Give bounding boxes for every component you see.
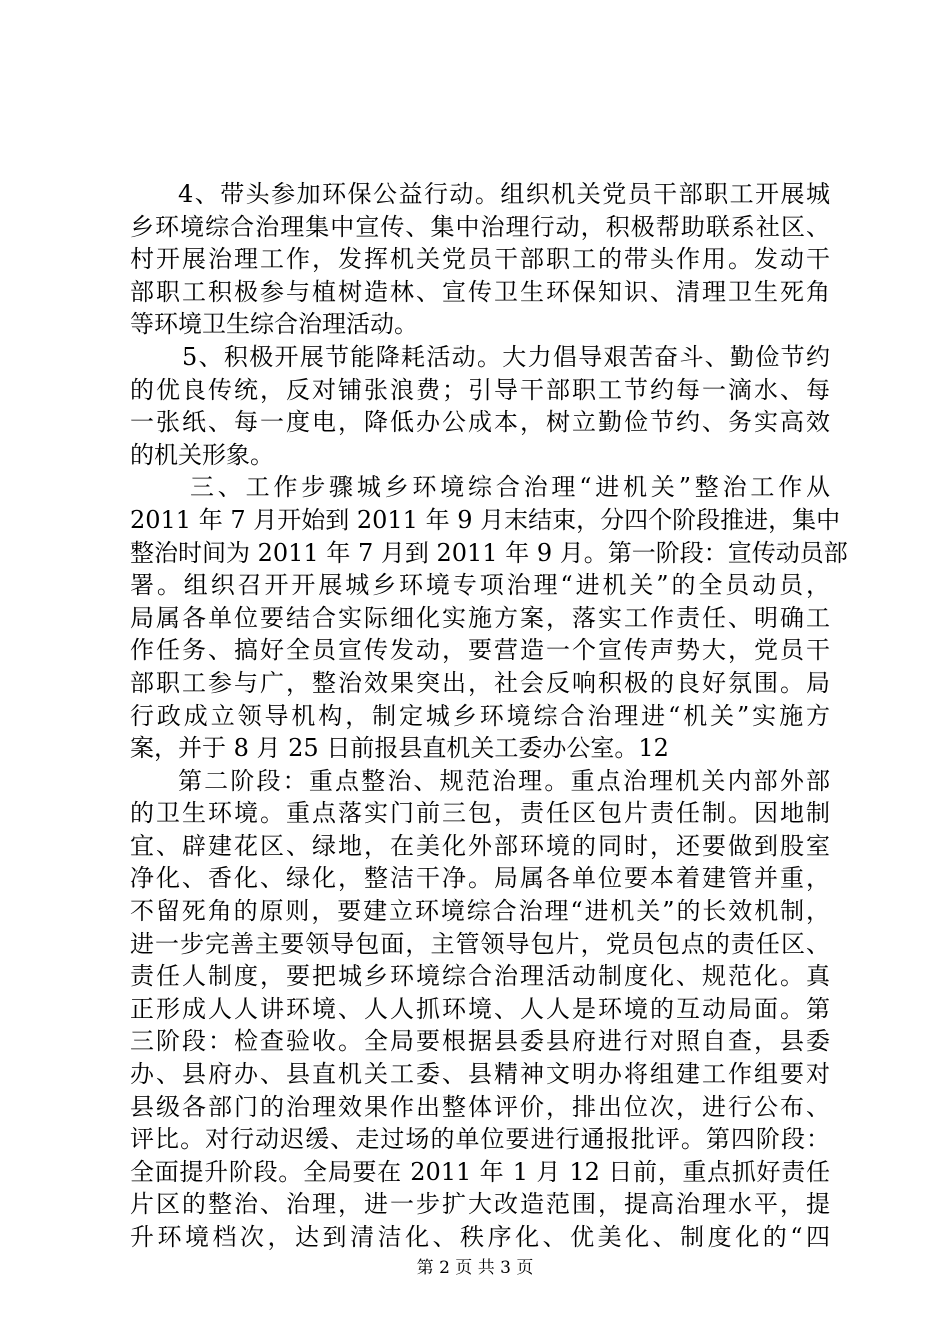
- text-line: 一张纸、每一度电，降低办公成本，树立勤俭节约、务实高效: [130, 408, 830, 437]
- document-body: [130, 178, 848, 1254]
- text-line: 5、积极开展节能降耗活动。大力倡导艰苦奋斗、勤俭节约: [182, 342, 830, 371]
- text-line: 宜、辟建花区、绿地，在美化外部环境的同时，还要做到股室: [130, 831, 830, 860]
- text-line: 三、工作步骤城乡环境综合治理“进机关”整治工作从: [190, 473, 830, 502]
- text-line: 升环境档次，达到清洁化、秩序化、优美化、制度化的“四: [130, 1223, 830, 1251]
- text-line: 办、县府办、县直机关工委、县精神文明办将组建工作组要对: [130, 1060, 830, 1089]
- text-line: 县级各部门的治理效果作出整体评价，排出位次，进行公布、: [130, 1092, 830, 1121]
- text-line: 第二阶段：重点整治、规范治理。重点治理机关内部外部: [178, 766, 830, 795]
- text-line: 行政成立领导机构，制定城乡环境综合治理进“机关”实施方: [130, 701, 830, 730]
- text-line: 的优良传统，反对铺张浪费；引导干部职工节约每一滴水、每: [130, 375, 830, 404]
- text-line: 评比。对行动迟缓、走过场的单位要进行通报批评。第四阶段：: [130, 1125, 830, 1154]
- text-line: 署。组织召开开展城乡环境专项治理“进机关”的全员动员，: [130, 571, 830, 600]
- text-line: 乡环境综合治理集中宣传、集中治理行动，积极帮助联系社区、: [130, 212, 830, 241]
- text-line: 全面提升阶段。全局要在 2011 年 1 月 12 日前，重点抓好责任: [130, 1157, 830, 1186]
- text-line: 净化、香化、绿化，整洁干净。局属各单位要本着建管并重，: [130, 864, 830, 893]
- text-line: 正形成人人讲环境、人人抓环境、人人是环境的互动局面。第: [130, 994, 830, 1023]
- text-line: 2011 年 7 月开始到 2011 年 9 月末结束，分四个阶段推进，集中: [130, 505, 841, 534]
- text-line: 作任务、搞好全员宣传发动，要营造一个宣传声势大，党员干: [130, 636, 830, 665]
- text-line: 的卫生环境。重点落实门前三包，责任区包片责任制。因地制: [130, 799, 830, 828]
- text-line: 责任人制度，要把城乡环境综合治理活动制度化、规范化。真: [130, 962, 830, 991]
- text-line: 三阶段：检查验收。全局要根据县委县府进行对照自查，县委: [130, 1027, 830, 1056]
- text-line: 不留死角的原则，要建立环境综合治理“进机关”的长效机制，: [130, 897, 830, 926]
- text-line: 等环境卫生综合治理活动。: [130, 310, 418, 339]
- text-line: 进一步完善主要领导包面，主管领导包片，党员包点的责任区、: [130, 929, 830, 958]
- text-line: 4、带头参加环保公益行动。组织机关党员干部职工开展城: [178, 180, 830, 208]
- text-line: 村开展治理工作，发挥机关党员干部职工的带头作用。发动干: [130, 245, 830, 274]
- text-line: 片区的整治、治理，进一步扩大改造范围，提高治理水平，提: [130, 1190, 830, 1219]
- page-footer: 第 2 页 共 3 页: [416, 1258, 534, 1278]
- text-line: 局属各单位要结合实际细化实施方案，落实工作责任、明确工: [130, 603, 830, 632]
- text-line: 的机关形象。: [130, 440, 274, 469]
- text-line: 部职工积极参与植树造林、宣传卫生环保知识、清理卫生死角: [130, 277, 830, 306]
- text-line: 案，并于 8 月 25 日前报县直机关工委办公室。12: [130, 734, 669, 763]
- text-line: 部职工参与广，整治效果突出，社会反响积极的良好氛围。局: [130, 668, 830, 697]
- text-line: 整治时间为 2011 年 7 月到 2011 年 9 月。第一阶段：宣传动员部: [130, 538, 848, 567]
